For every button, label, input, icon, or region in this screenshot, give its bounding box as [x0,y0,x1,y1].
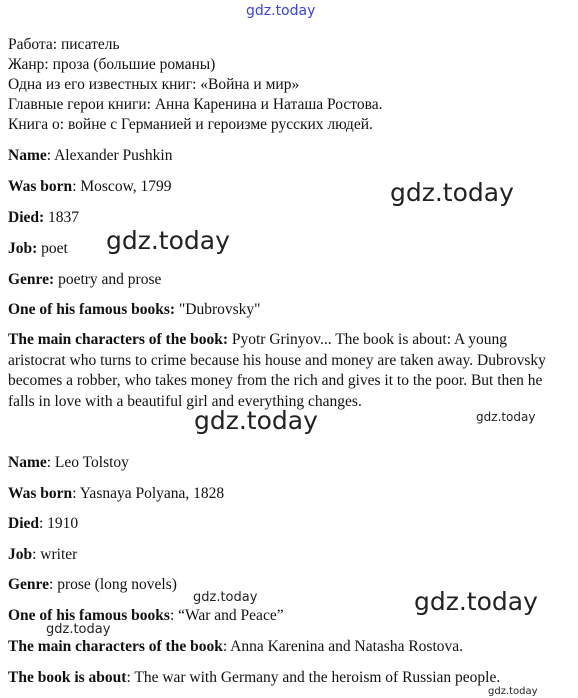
ru-line-job: Работа: писатель [8,36,120,53]
tolstoy-name-row [8,453,129,473]
pushkin-book-row [8,300,261,320]
tolstoy-characters-value: : Anna Karenina and Natasha Rostova. [222,638,464,655]
pushkin-died-value: 1837 [44,209,80,226]
watermark-small-3: gdz.today [46,622,111,637]
pushkin-genre-label: Genre: [8,271,55,288]
pushkin-name-row [8,146,172,166]
tolstoy-about-value: : The war with Germany and the heroism of Russian people. [126,669,501,686]
pushkin-genre-row [8,270,161,290]
watermark-small-4: gdz.today [488,686,538,697]
watermark-top: gdz.today [246,3,316,19]
tolstoy-book-label: One of his famous books [8,607,170,624]
tolstoy-genre-row [8,575,177,595]
tolstoy-died-row [8,514,78,534]
tolstoy-died-value: : 1910 [39,515,79,532]
pushkin-book-label: One of his famous books: [8,301,176,318]
watermark-large-2: gdz.today [106,226,230,255]
tolstoy-job-value: : writer [32,546,78,563]
tolstoy-name-label: Name [8,454,47,471]
pushkin-characters-label: The main characters of the book: [8,331,228,348]
pushkin-name-value: : Alexander Pushkin [46,147,173,164]
watermark-large-1: gdz.today [390,178,514,207]
tolstoy-died-label: Died [8,515,39,532]
tolstoy-genre-value: : prose (long novels) [49,576,177,593]
tolstoy-genre-label: Genre [8,576,50,593]
pushkin-born-value: : Moscow, 1799 [72,178,172,195]
ru-line-book: Одна из его известных книг: «Война и мир» [8,76,300,93]
tolstoy-book-value: : “War and Peace” [169,607,284,624]
ru-line-genre: Жанр: проза (большие романы) [8,56,216,73]
watermark-small-1: gdz.today [476,410,536,424]
watermark-small-2: gdz.today [193,590,258,605]
tolstoy-job-label: Job [8,546,33,563]
tolstoy-about-row [8,668,500,688]
tolstoy-about-label: The book is about [8,669,127,686]
ru-line-characters: Главные герои книги: Анна Каренина и Наташа Ростова. [8,96,383,113]
pushkin-died-label: Died: [8,209,45,226]
pushkin-book-value: "Dubrovsky" [175,301,261,318]
tolstoy-characters-row [8,637,463,657]
ru-line-about: Книга о: войне с Германией и героизме русских людей. [8,116,373,133]
tolstoy-name-value: : Leo Tolstoy [46,454,129,471]
pushkin-born-row [8,177,172,197]
pushkin-genre-value: poetry and prose [54,271,162,288]
tolstoy-characters-label: The main characters of the book [8,638,223,655]
tolstoy-job-row [8,545,77,565]
tolstoy-born-value: : Yasnaya Polyana, 1828 [72,485,225,502]
pushkin-job-label: Job: [8,240,38,257]
watermark-large-3: gdz.today [194,406,318,435]
pushkin-born-label: Was born [8,178,73,195]
pushkin-name-label: Name [8,147,47,164]
pushkin-job-row [8,239,68,259]
pushkin-job-value: poet [37,240,68,257]
tolstoy-born-row [8,484,224,504]
pushkin-died-row [8,208,79,228]
watermark-large-4: gdz.today [414,587,538,616]
pushkin-characters-value: Pyotr Grinyov... The book is about: A young aristocrat who turns to crime because his house and money are taken away. Dubrovsky becomes a robber, who takes money from the rich and gives it to the poor. But then he falls in love with a beautiful girl and everything changes. [8,331,546,410]
pushkin-characters-paragraph [8,330,568,412]
tolstoy-born-label: Was born [8,485,73,502]
